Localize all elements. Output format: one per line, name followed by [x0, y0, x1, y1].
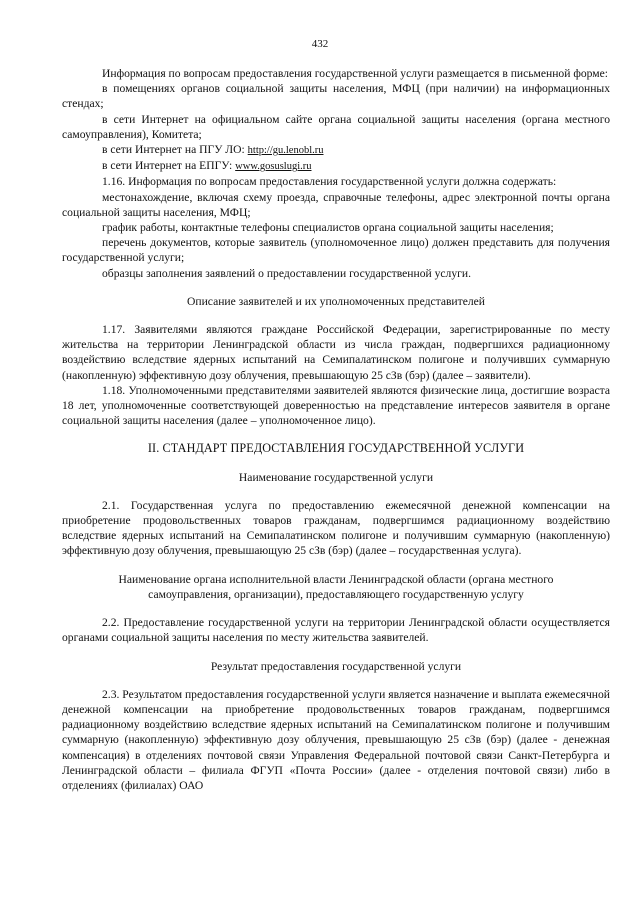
paragraph-2-1: 2.1. Государственная услуга по предоставлению ежемесячной денежной компенсации на приобретение продовольственных товаров гражданам, подвергшимся радиационному воздействию вследствие ядерных испытаний на Семипалатинском полигоне и получившим суммарную (накопленную) эффективную дозу облучения, превышающую 25 сЗв (бэр) (далее – государственная услуга).	[62, 498, 610, 558]
organ-heading-line-2: самоуправления, организации), предоставляющего государственную услугу	[148, 587, 524, 601]
applicants-heading: Описание заявителей и их уполномоченных представителей	[187, 294, 485, 308]
service-name-heading: Наименование государственной услуги	[238, 470, 434, 484]
paragraph-2-3: 2.3. Результатом предоставления государственной услуги является назначение и выплата ежемесячной денежной компенсации на приобретение продовольственных товаров гражданам, подвергшимся радиационному воздействию вследствие ядерных испытаний на Семипалатинском полигоне и получившим суммарную (накопленную) эффективную дозу облучения, превышающую 25 сЗв (бэр) (далее - денежная компенсация) в отделениях почтовой связи Управления Федеральной почтовой связи Санкт-Петербурга и Ленинградской области – филиала ФГУП «Почта России» (далее - отделения почтовой связи) либо в отделениях (филиалах) ОАО	[62, 687, 610, 792]
samples-paragraph: образцы заполнения заявлений о предоставлении государственной услуги.	[102, 266, 471, 280]
location-paragraph: местонахождение, включая схему проезда, справочные телефоны, адрес электронной почты органа социальной защиты населения, МФЦ;	[62, 190, 610, 219]
epgu-prefix: в сети Интернет на ЕПГУ:	[102, 159, 236, 173]
info-intro-paragraph: Информация по вопросам предоставления государственной услуги размещается в письменной форме:	[102, 67, 608, 80]
page-number: 432	[311, 38, 329, 50]
section-2-heading: II. СТАНДАРТ ПРЕДОСТАВЛЕНИЯ ГОСУДАРСТВЕННОЙ УСЛУГИ	[147, 441, 525, 456]
pgu-link[interactable]: http://gu.lenobl.ru	[247, 145, 324, 157]
organ-heading-line-1: Наименование органа исполнительной власти Ленинградской области (органа местного	[118, 572, 554, 586]
result-heading: Результат предоставления государственной услуги	[210, 659, 462, 673]
epgu-paragraph	[62, 158, 610, 174]
pgu-prefix: в сети Интернет на ПГУ ЛО:	[102, 143, 248, 157]
paragraph-2-2: 2.2. Предоставление государственной услуги на территории Ленинградской области осуществляется органами социальной защиты населения по месту жительства заявителей.	[62, 616, 610, 645]
info-internet-paragraph: в сети Интернет на официальном сайте органа социальной защиты населения (органа местного самоуправления), Комитета;	[62, 112, 610, 141]
document-body	[62, 66, 610, 793]
info-premises-paragraph: в помещениях органов социальной защиты населения, МФЦ (при наличии) на информационных стендах;	[62, 82, 610, 111]
pgu-paragraph	[62, 142, 610, 158]
paragraph-1-17: 1.17. Заявителями являются граждане Российской Федерации, зарегистрированные по месту жительства на территории Ленинградской области из числа граждан, подвергшихся радиационному воздействию вследствие ядерных испытаний на Семипалатинском полигоне и получивших суммарную (накопленную) эффективную дозу облучения, превышающую 25 сЗв (бэр) (далее – заявители).	[62, 323, 610, 382]
paragraph-1-16: 1.16. Информация по вопросам предоставления государственной услуги должна содержать:	[102, 175, 557, 189]
documents-paragraph: перечень документов, которые заявитель (уполномоченное лицо) должен представить для получения государственной услуги;	[62, 236, 610, 265]
schedule-paragraph: график работы, контактные телефоны специалистов органа социальной защиты населения;	[102, 221, 554, 235]
epgu-link[interactable]: www.gosuslugi.ru	[235, 161, 312, 173]
paragraph-1-18: 1.18. Уполномоченными представителями заявителей являются физические лица, достигшие возраста 18 лет, уполномоченные соответствующей доверенностью на представление интересов заявителя в органе социальной защиты населения (далее – уполномоченное лицо).	[62, 383, 610, 428]
